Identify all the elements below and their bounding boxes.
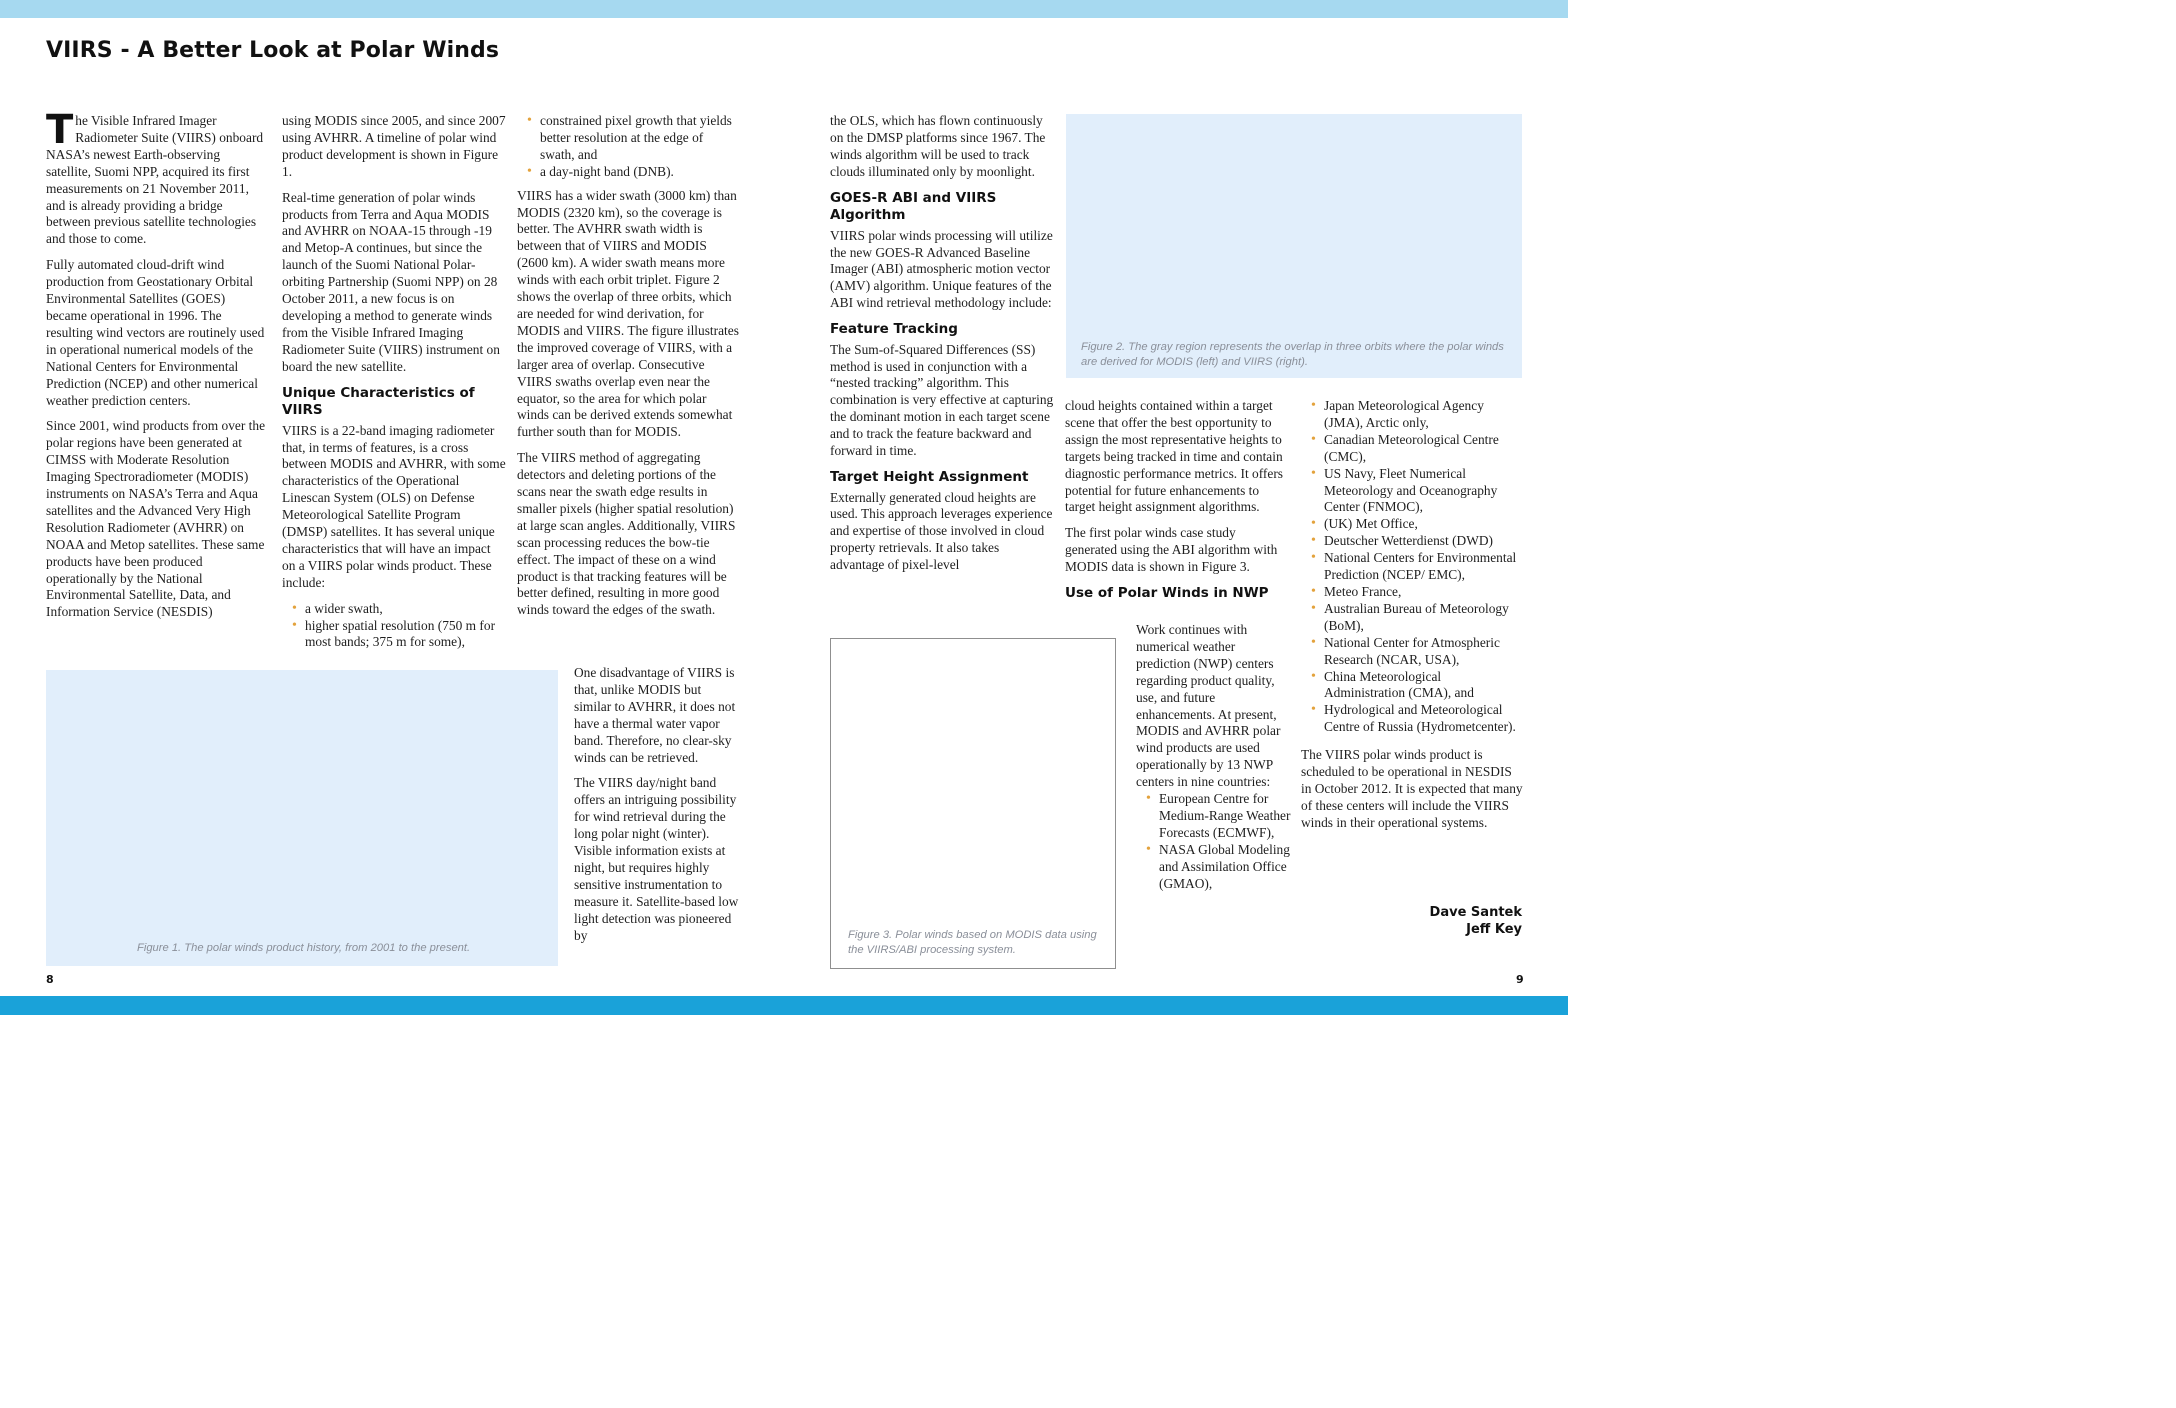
author-credits: [1300, 905, 1522, 938]
column-6: [1301, 398, 1523, 832]
paragraph-aggregating: The VIIRS method of aggregating detectors and deleting portions of the scans near the swath edge results in smaller pixels (higher spatial resolution) at large scan angles. Additionally, VIIRS scan processing reduces the bow-tie effect. The impact of these on a wind product is that tracking features will be better defined, resulting in more good winds toward the edges of the swath.: [517, 450, 736, 618]
paragraph-realtime-generation: Real-time generation of polar winds products from Terra and Aqua MODIS and AVHRR on NOAA-15 through -19 and Metop-A continues, but since the launch of the Suomi National Polar-orbiting Partnership (Suomi NPP) on 28 October 2011, a new focus is on developing a method to generate winds from the Visible Infrared Imaging Radiometer Suite (VIIRS) instrument on board the new satellite.: [282, 189, 500, 374]
paragraph-viirs-radiometer: VIIRS is a 22-band imaging radiometer that, in terms of features, is a cross between MODIS and AVHRR, with some characteristics of the Operational Linescan System (OLS) on Defense Meteorological Satellite Program (DMSP) satellites. It has several unique characteristics that will have an impact on a VIIRS polar winds product. These include:: [282, 422, 506, 590]
figure-1-image: [46, 670, 558, 966]
list-item: • (UK) Met Office,: [1301, 516, 1523, 533]
figure-2-image: [1066, 114, 1522, 378]
paragraph-target-height: Externally generated cloud heights are used. This approach leverages experience and expertise of those involved in cloud property retrievals. It also takes advantage of pixel-level: [830, 489, 1053, 573]
heading-feature-tracking: Feature Tracking: [830, 321, 958, 338]
heading-goes-r-abi: GOES-R ABI and VIIRS Algorithm: [830, 189, 997, 224]
list-item: • European Centre for Medium-Range Weather Forecasts (ECMWF),: [1136, 791, 1292, 842]
paragraph-swath: VIIRS has a wider swath (3000 km) than MODIS (2320 km), so the coverage is better. The AVHRR swath width is between that of VIIRS and MODIS (2600 km). A wider swath means more winds with each orbit triplet. Figure 2 shows the overlap of three orbits, which are needed for wind derivation, for MODIS and VIIRS. The figure illustrates the improved coverage of VIIRS, with a larger area of overlap. Consecutive VIIRS swaths overlap even near the equator, so the area for which polar winds can be derived extends somewhat further south than for MODIS.: [517, 187, 739, 440]
figure-2-caption: Figure 2. The gray region represents the overlap in three orbits where the polar winds are derived for MODIS (left) and VIIRS (right).: [1081, 341, 1504, 368]
column-5: [1065, 398, 1291, 606]
column-3: [517, 113, 741, 628]
bullet-list-d: [1301, 398, 1523, 736]
list-item: • Meteo France,: [1301, 584, 1523, 601]
paragraph-abi-algorithm: VIIRS polar winds processing will utilize the new GOES-R Advanced Baseline Imager (ABI) atmospheric motion vector (AMV) algorithm. Unique features of the ABI wind retrieval methodology include:: [830, 227, 1053, 311]
list-item: • US Navy, Fleet Numerical Meteorology and Oceanography Center (FNMOC),: [1301, 466, 1523, 517]
page-number-right: 9: [1516, 973, 1524, 986]
column-4: [830, 113, 1054, 574]
column-1: [46, 107, 268, 621]
paragraph-polar-products: Since 2001, wind products from over the polar regions have been generated at CIMSS with Moderate Resolution Imaging Spectroradiometer (MODIS) instruments on NASA’s Terra and Aqua satellites and the Advanced Very High Resolution Radiometer (AVHRR) on NOAA and Metop satellites. These same products have been produced operationally by the National Environmental Satellite, Data, and Information Service (NESDIS): [46, 418, 266, 620]
paragraph-case-study: The first polar winds case study generated using the ABI algorithm with MODIS data is shown in Figure 3.: [1065, 525, 1278, 575]
list-item: • higher spatial resolution (750 m for most bands; 375 m for some),: [282, 618, 506, 652]
list-item: • a day-night band (DNB).: [517, 164, 741, 181]
list-item: • National Centers for Environmental Prediction (NCEP/ EMC),: [1301, 550, 1523, 584]
bullet-list-b: [517, 113, 741, 181]
author-name: Dave Santek: [1429, 905, 1522, 920]
list-item: • China Meteorological Administration (CMA), and: [1301, 669, 1523, 703]
list-item: • constrained pixel growth that yields better resolution at the edge of swath, and: [517, 113, 741, 164]
bottom-color-bar: [0, 996, 1568, 1015]
list-item: • Japan Meteorological Agency (JMA), Arctic only,: [1301, 398, 1523, 432]
list-item: • Deutscher Wetterdienst (DWD): [1301, 533, 1523, 550]
page-number-left: 8: [46, 973, 54, 986]
author-name: Jeff Key: [1466, 921, 1522, 937]
figure-1-caption: Figure 1. The polar winds product history, from 2001 to the present.: [137, 942, 471, 954]
paragraph-disadvantage: One disadvantage of VIIRS is that, unlike MODIS but similar to AVHRR, it does not have a thermal water vapor band. Therefore, no clear-sky winds can be retrieved.: [574, 665, 736, 765]
heading-target-height: Target Height Assignment: [830, 469, 1029, 485]
list-item: • Australian Bureau of Meteorology (BoM),: [1301, 601, 1523, 635]
list-item: • Canadian Meteorological Centre (CMC),: [1301, 432, 1523, 466]
column-2: [282, 113, 506, 660]
heading-unique-characteristics: Unique Characteristics of VIIRS: [282, 384, 475, 419]
paragraph-cloud-heights: cloud heights contained within a target scene that offer the best opportunity to assign the most representative heights to targets being tracked in time and contain diagnostic performance metrics. It offers potential for future enhancements to target height assignment algorithms.: [1065, 398, 1284, 515]
paragraph-ols: the OLS, which has flown continuously on the DMSP platforms since 1967. The winds algorithm will be used to track clouds illuminated only by moonlight.: [830, 113, 1046, 179]
list-item: • Hydrological and Meteorological Centre of Russia (Hydrometcenter).: [1301, 702, 1523, 736]
drop-cap: T: [46, 107, 74, 153]
heading-nwp: Use of Polar Winds in NWP: [1065, 585, 1269, 602]
list-item: • National Center for Atmospheric Research (NCAR, USA),: [1301, 635, 1523, 669]
intro-paragraph: [46, 107, 268, 248]
paragraph-nwp-centers: Work continues with numerical weather prediction (NWP) centers regarding product quality, use, and future enhancements. At present, MODIS and AVHRR polar wind products are used operationally by 13 NWP centers in nine countries:: [1136, 622, 1281, 790]
paragraph-schedule: The VIIRS polar winds product is scheduled to be operational in NESDIS in October 2012. It is expected that many of these centers will include the VIIRS winds in their operational systems.: [1301, 747, 1523, 830]
article-title: VIIRS - A Better Look at Polar Winds: [46, 38, 500, 63]
top-color-bar: [0, 0, 1568, 18]
column-3-lower: [574, 665, 740, 945]
figure-3-image: [830, 638, 1116, 969]
paragraph-day-night: The VIIRS day/night band offers an intriguing possibility for wind retrieval during the long polar night (winter). Visible information exists at night, but requires highly sensitive instrumentation to measure it. Satellite-based low light detection was pioneered by: [574, 775, 739, 943]
bullet-list-a: [282, 601, 506, 652]
paragraph-feature-tracking: The Sum-of-Squared Differences (SS) method is used in conjunction with a “nested tracking” algorithm. This combination is very effective at capturing the dominant motion in each target scene and to track the feature backward and forward in time.: [830, 341, 1054, 459]
column-5-lower: [1136, 622, 1292, 902]
list-item: • a wider swath,: [282, 601, 506, 618]
paragraph-modis-timeline: using MODIS since 2005, and since 2007 using AVHRR. A timeline of polar wind product development is shown in Figure 1.: [282, 113, 506, 179]
bullet-list-c: [1136, 791, 1292, 892]
intro-text: he Visible Infrared Imager Radiometer Suite (VIIRS) onboard NASA’s newest Earth-observing satellite, Suomi NPP, acquired its first measurements on 21 November 2011, and is already providing a bridge between previous satellite technologies and those to come.: [46, 113, 264, 247]
figure-3-caption: Figure 3. Polar winds based on MODIS data using the VIIRS/ABI processing system.: [848, 929, 1097, 956]
paragraph-goes-history: Fully automated cloud-drift wind production from Geostationary Orbital Environmental Satellites (GOES) became operational in 1996. The resulting wind vectors are routinely used in operational numerical models of the National Centers for Environmental Prediction (NCEP) and other numerical weather prediction centers.: [46, 257, 265, 408]
list-item: • NASA Global Modeling and Assimilation Office (GMAO),: [1136, 842, 1292, 893]
